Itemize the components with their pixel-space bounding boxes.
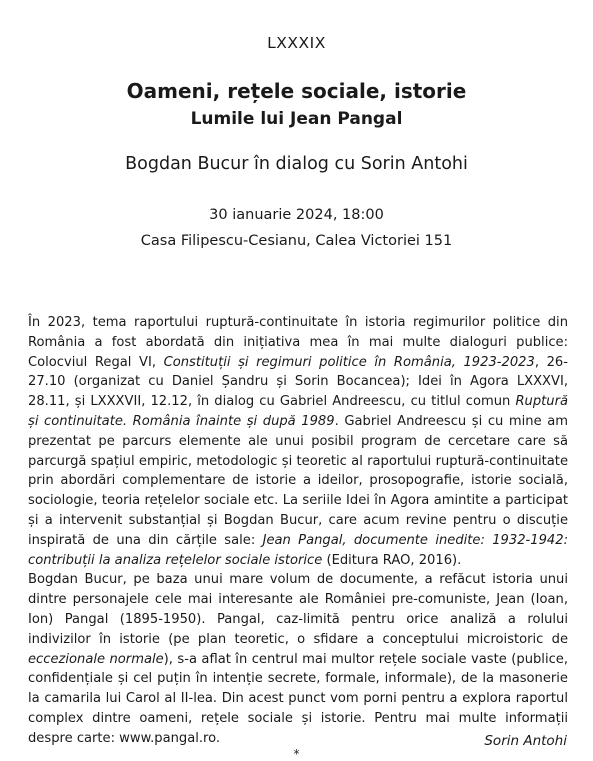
series-title-italic: Ruptură și continuitate. România înainte și după 1989 [28, 394, 568, 429]
text-run: În 2023, tema raportului ruptură-continuitate în istoria regimurilor politice din România a fost abordată din inițiativa mea în mai multe dialoguri publice: Colocviul Regal VI, [28, 315, 568, 370]
event-title: Oameni, rețele sociale, istorie [126, 79, 467, 103]
paragraph-1 [28, 313, 568, 570]
text-run: . Gabriel Andreescu și cu mine am prezentat pe parcurs elemente ale unui posibil program de cercetare care să parcurgă spațiul empiric, metodologic și teoretic al raportului ruptură-continuitate prin abordări complementare de istorie a ideilor, prosopografie, istorie socială, sociologie, teoria rețelelor sociale etc. La seriile Idei în Agora amintite a participat și a intervenit substanțial și Bogdan Bucur, care acum revine pentru o discuție inspirată de una din cărțile sale: [28, 413, 568, 548]
event-number: LXXXIX [267, 34, 326, 52]
paragraph-2 [28, 570, 568, 748]
body-text [28, 313, 568, 749]
text-run: (Editura RAO, 2016). [322, 552, 462, 568]
book-title-italic: Constituții și regimuri politice în România, 1923-2023 [163, 354, 535, 370]
text-run: Bogdan Bucur, pe baza unui mare volum de documente, a refăcut istoria unui dintre personajele cele mai interesante ale României pre-comuniste, Jean (Ioan, Ion) Pangal (1895-1950). Pangal, caz-limită pentru orice analiză a rolului indivizilor în istorie (pe plan teoretic, o sfidare a conceptului microistoric de [28, 572, 568, 647]
asterisk-ornament: * [293, 747, 300, 761]
book-title-italic: Jean Pangal, documente inedite: 1932-1942: contribuții la analiza rețelelor sociale istorice [28, 532, 568, 568]
dialog-participants: Bogdan Bucur în dialog cu Sorin Antohi [125, 154, 468, 174]
event-venue: Casa Filipescu-Cesianu, Calea Victoriei 151 [140, 233, 453, 249]
concept-italic: eccezionale normale [28, 651, 164, 667]
author-signature: Sorin Antohi [484, 733, 567, 749]
event-subtitle: Lumile lui Jean Pangal [190, 109, 403, 129]
text-run: ), s-a aflat în centrul mai multor rețele sociale vaste (publice, confidențiale și cel puțin în intenție secrete, formale, informale), de la masonerie la camarila lui Carol al II-lea. Din acest punct vom porni pentru a explora raportul complex dintre oameni, rețele sociale și istorie. Pentru mai multe informații despre carte: www.pangal.ro. [28, 651, 568, 746]
text-run: , 26-27.10 (organizat cu Daniel Șandru și Sorin Bocancea); Idei în Agora LXXXVI, 28.11, și LXXXVII, 12.12, în dialog cu Gabriel Andreescu, cu titlul comun [28, 354, 568, 410]
event-date: 30 ianuarie 2024, 18:00 [209, 207, 384, 223]
